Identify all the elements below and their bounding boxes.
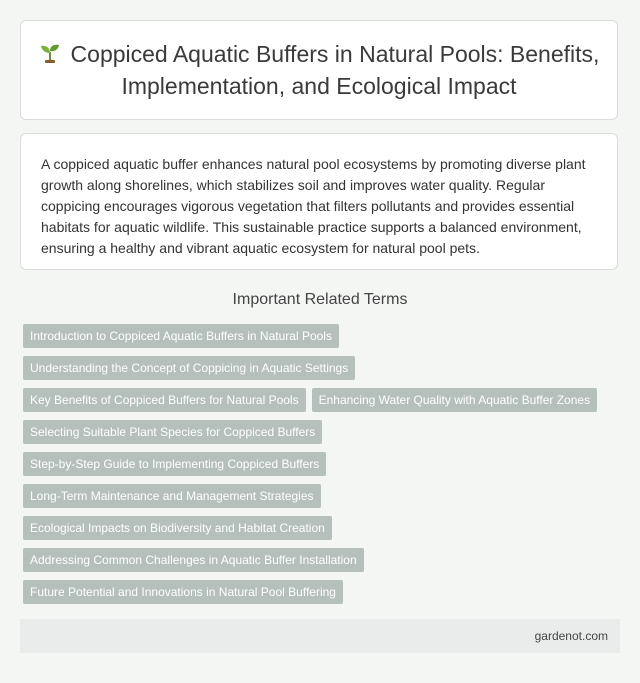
footer-site-link[interactable]: gardenot.com [534,629,608,643]
related-term-tag[interactable]: Selecting Suitable Plant Species for Coppiced Buffers [23,420,322,444]
related-term-tag[interactable]: Step-by-Step Guide to Implementing Coppiced Buffers [23,452,326,476]
page-title [21,39,617,101]
related-term-tag[interactable]: Ecological Impacts on Biodiversity and Habitat Creation [23,516,332,540]
related-terms-heading: Important Related Terms [232,291,408,308]
summary-card [20,133,618,270]
related-term-tag[interactable]: Long-Term Maintenance and Management Strategies [23,484,321,508]
related-term-tag[interactable]: Understanding the Concept of Coppicing in Aquatic Settings [23,356,355,380]
title-card [20,20,618,120]
page-title-text: Coppiced Aquatic Buffers in Natural Pools: Benefits, Implementation, and Ecological Impact [70,41,600,99]
related-terms-list [23,324,623,612]
related-term-tag[interactable]: Enhancing Water Quality with Aquatic Buffer Zones [312,388,597,412]
related-term-tag[interactable]: Introduction to Coppiced Aquatic Buffers in Natural Pools [23,324,339,348]
related-term-tag[interactable]: Key Benefits of Coppiced Buffers for Natural Pools [23,388,306,412]
related-term-tag[interactable]: Future Potential and Innovations in Natural Pool Buffering [23,580,343,604]
related-term-tag[interactable]: Addressing Common Challenges in Aquatic Buffer Installation [23,548,364,572]
sprout-icon [39,41,61,71]
summary-text: A coppiced aquatic buffer enhances natural pool ecosystems by promoting diverse plant growth along shorelines, which stabilizes soil and improves water quality. Regular coppicing encourages vigorous vegetation that filters pollutants and provides essential habitats for aquatic wildlife. This sustainable practice supports a balanced environment, ensuring a healthy and vibrant aquatic ecosystem for natural pool pets. [41,156,586,256]
footer [20,619,620,653]
